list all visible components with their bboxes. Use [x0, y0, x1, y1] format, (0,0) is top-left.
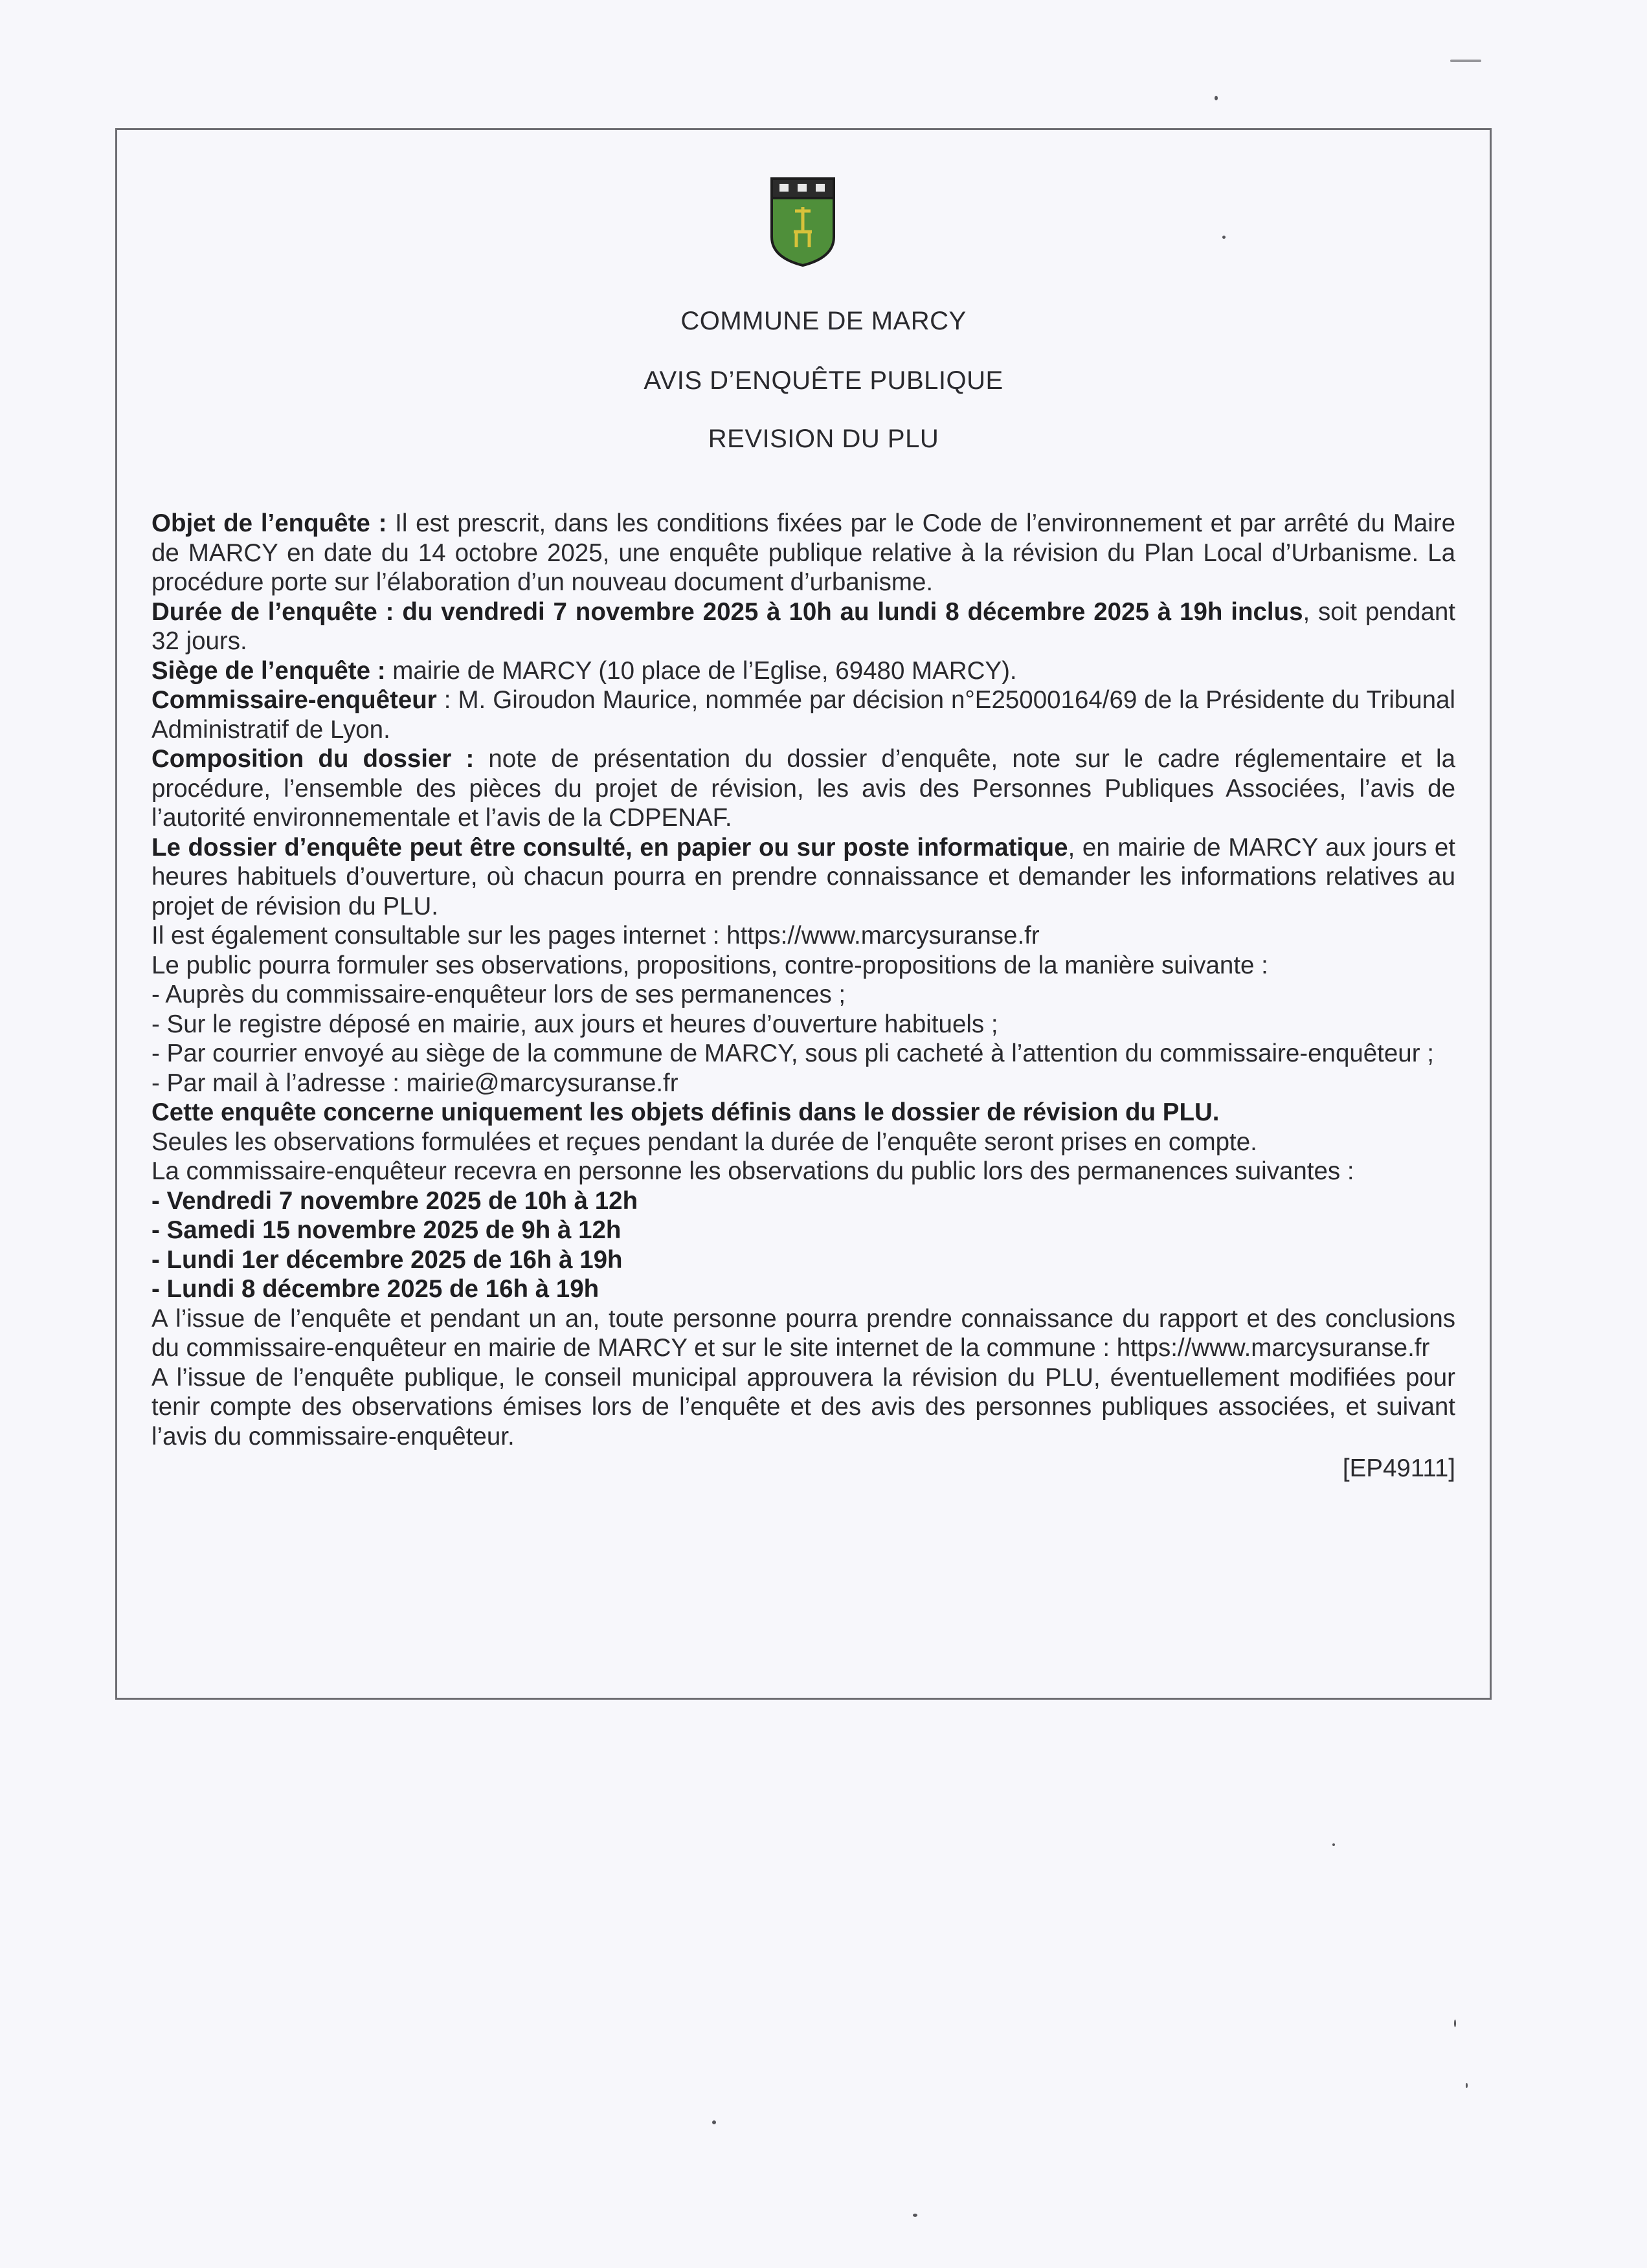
mode-item: - Par mail à l’adresse : mairie@marcysuranse.fr: [151, 1069, 678, 1097]
objet-label: Objet de l’enquête :: [151, 509, 387, 537]
mode-item: - Auprès du commissaire-enquêteur lors de ses permanences ;: [151, 981, 846, 1008]
scan-speck: [1450, 60, 1481, 62]
scope-bold: [151, 1098, 1455, 1128]
notice-body: [151, 509, 1455, 1484]
notice-subject: REVISION DU PLU: [708, 425, 939, 453]
reference-code: [EP49111]: [1342, 1454, 1455, 1482]
consultation-label: Le dossier d’enquête peut être consulté, en papier ou sur poste informatique: [151, 833, 1068, 862]
internet-paragraph: Il est également consultable sur les pages internet : https://www.marcysuranse.fr: [151, 922, 1040, 950]
duree-paragraph: [151, 597, 1455, 656]
siege-label: Siège de l’enquête :: [151, 656, 386, 685]
duree-label: Durée de l’enquête : du vendredi 7 novembre 2025 à 10h au lundi 8 décembre 2025 à 19h inclus: [151, 597, 1303, 626]
permanence-item-text: - Lundi 8 décembre 2025 de 16h à 19h: [151, 1275, 599, 1303]
permanence-item-text: - Vendredi 7 novembre 2025 de 10h à 12h: [151, 1186, 638, 1215]
rapport-paragraph: A l’issue de l’enquête et pendant un an, toute personne pourra prendre connaissance du rapport et des conclusions du commissaire-enquêteur en mairie de MARCY et sur le site internet de la commune : https://www.marcysuranse.fr: [151, 1304, 1455, 1362]
scan-speck: [712, 2120, 716, 2124]
commissaire-text: : M. Giroudon Maurice, nommée par décision n°E25000164/69 de la Présidente du Tribunal Administratif de Lyon.: [151, 686, 1455, 744]
commissaire-label: Commissaire-enquêteur: [151, 686, 437, 714]
approbation-paragraph: A l’issue de l’enquête publique, le conseil municipal approuvera la révision du PLU, éventuellement modifiées pour tenir compte des observations émises lors de l’enquête et des avis des personnes publiques associées, et suivant l’avis du commissaire-enquêteur.: [151, 1363, 1455, 1451]
scan-speck: [913, 2214, 917, 2217]
permanences-intro: La commissaire-enquêteur recevra en personne les observations du public lors des permanences suivantes :: [151, 1157, 1354, 1185]
scope-bold-text: Cette enquête concerne uniquement les objets définis dans le dossier de révision du PLU.: [151, 1098, 1220, 1126]
consultation-paragraph: [151, 833, 1455, 922]
composition-text: note de présentation du dossier d’enquête, note sur le cadre réglementaire et la procédure, l’ensemble des pièces du projet de révision, les avis des Personnes Publiques Associées, l’avis de l’autorité environnementale et l’avis de la CDPENAF.: [151, 745, 1455, 832]
permanence-item: [151, 1186, 1455, 1216]
scope-text: Seules les observations formulées et reçues pendant la durée de l’enquête seront prises en compte.: [151, 1128, 1257, 1156]
permanence-item: [151, 1216, 1455, 1245]
commune-crest-logo: [768, 175, 838, 268]
objet-text: Il est prescrit, dans les conditions fixées par le Code de l’environnement et par arrêté du Maire de MARCY en date du 14 octobre 2025, une enquête publique relative à la révision du Plan Local d’Urbanisme. La procédure porte sur l’élaboration d’un nouveau document d’urbanisme.: [151, 509, 1456, 596]
siege-text: mairie de MARCY (10 place de l’Eglise, 69480 MARCY).: [385, 656, 1017, 685]
scan-speck: [1215, 96, 1218, 100]
duree-text: , soit pendant 32 jours.: [151, 597, 1455, 655]
scan-speck: [1466, 2083, 1468, 2088]
consultation-text: , en mairie de MARCY aux jours et heures habituels d’ouverture, où chacun pourra en prendre connaissance et demander les informations relatives au projet de révision du PLU.: [151, 833, 1456, 920]
scan-speck: [1222, 236, 1226, 239]
composition-paragraph: [151, 744, 1455, 833]
mode-item: - Sur le registre déposé en mairie, aux jours et heures d’ouverture habituels ;: [151, 1010, 998, 1038]
scan-speck: [1454, 2019, 1456, 2027]
observations-intro: Le public pourra formuler ses observations, propositions, contre-propositions de la manière suivante :: [151, 951, 1268, 979]
permanence-item-text: - Samedi 15 novembre 2025 de 9h à 12h: [151, 1216, 622, 1244]
commissaire-paragraph: [151, 685, 1455, 744]
notice-title: AVIS D’ENQUÊTE PUBLIQUE: [644, 366, 1003, 395]
permanence-item: [151, 1245, 1455, 1275]
mode-item: - Par courrier envoyé au siège de la commune de MARCY, sous pli cacheté à l’attention du commissaire-enquêteur ;: [151, 1040, 1434, 1067]
composition-label: Composition du dossier :: [151, 745, 475, 773]
scan-speck: [1332, 1843, 1335, 1846]
permanence-item-text: - Lundi 1er décembre 2025 de 16h à 19h: [151, 1245, 623, 1274]
commune-heading: COMMUNE DE MARCY: [680, 307, 967, 335]
siege-paragraph: [151, 656, 1455, 686]
permanence-item: [151, 1274, 1455, 1304]
objet-paragraph: [151, 509, 1455, 597]
